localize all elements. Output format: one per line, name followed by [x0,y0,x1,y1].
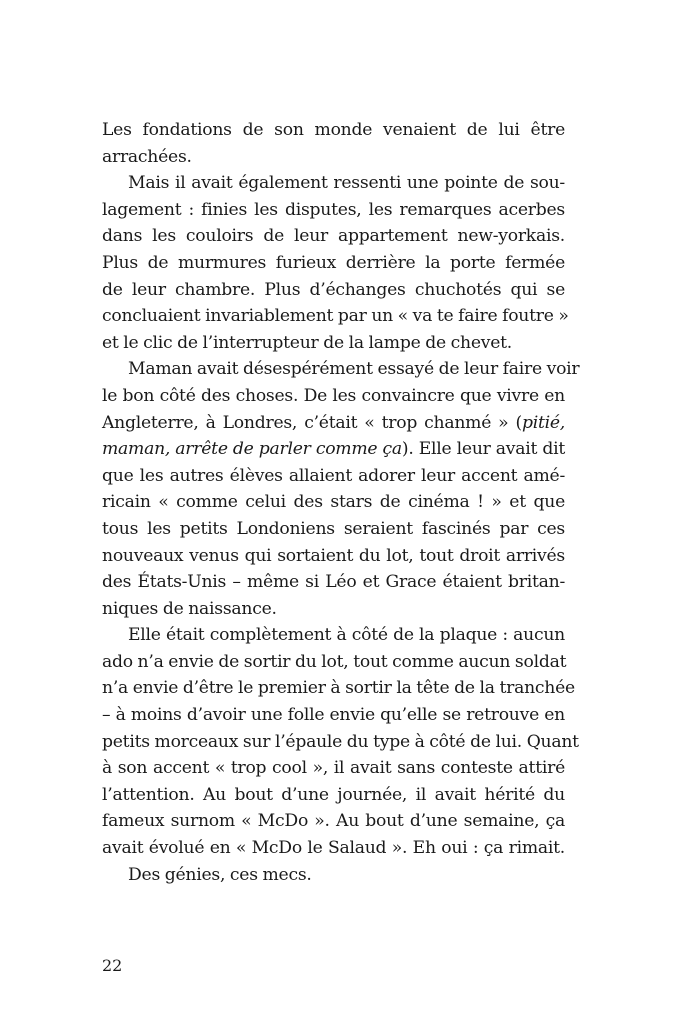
page-number: 22 [102,956,123,975]
text-line: de leur chambre. Plus d’échanges chuchotés qui se [102,279,565,300]
paragraph-1 [102,117,565,170]
text-line: lagement : finies les disputes, les remarques acerbes [102,199,565,220]
text-line: Plus de murmures furieux derrière la porte fermée [102,252,565,273]
text-line: le bon côté des choses. De les convaincre que vivre en [102,385,565,406]
text-line: ricain « comme celui des stars de cinéma ! » et que [102,492,565,513]
paragraph-2 [102,170,569,356]
text-span: Angleterre, à Londres, c’était « trop chanmé » ( [102,412,522,433]
italic-span: pitié, [521,412,565,433]
text-line: ado n’a envie de sortir du lot, tout comme aucun soldat [102,651,567,672]
text-line: dans les couloirs de leur appartement new-yorkais. [102,226,565,247]
paragraph-5 [102,862,565,889]
text-line: à son accent « trop cool », il avait sans conteste attiré [102,758,565,779]
text-span: ). Elle leur avait dit [401,439,565,460]
text-line-with-italic [102,410,565,437]
text-line: concluaient invariablement par un « va te faire foutre » [102,306,569,327]
text-line: Les fondations de son monde venaient de lui être [102,120,565,140]
text-line-with-italic [102,436,565,463]
text-line: Elle était complètement à côté de la plaque : aucun [128,625,565,646]
text-line: Maman avait désespérément essayé de leur faire voir [128,359,580,380]
text-line: nouveaux venus qui sortaient du lot, tout droit arrivés [102,545,565,566]
text-line: tous les petits Londoniens seraient fascinés par ces [102,518,565,539]
text-line: l’attention. Au bout d’une journée, il avait hérité du [102,784,565,805]
text-line: fameux surnom « McDo ». Au bout d’une semaine, ça [102,811,565,832]
italic-span: maman, arrête de parler comme ça [102,439,402,460]
text-line: avait évolué en « McDo le Salaud ». Eh oui : ça rimait. [102,838,565,859]
body-text [102,117,580,888]
text-line: – à moins d’avoir une folle envie qu’elle se retrouve en [102,705,565,726]
text-line: et le clic de l’interrupteur de la lampe de chevet. [102,332,512,353]
text-line: n’a envie d’être le premier à sortir la tête de la tranchée [102,678,575,699]
text-line: petits morceaux sur l’épaule du type à côté de lui. Quant [102,731,579,752]
paragraph-4 [102,622,579,861]
text-line: que les autres élèves allaient adorer leur accent amé- [102,465,565,486]
text-line: des États-Unis – même si Léo et Grace étaient britan- [102,572,565,593]
text-line: arrachées. [102,146,192,167]
text-line: niques de naissance. [102,598,277,619]
text-line: Mais il avait également ressenti une pointe de sou- [128,173,565,194]
text-line: Des génies, ces mecs. [128,864,312,885]
paragraph-3 [102,356,580,622]
